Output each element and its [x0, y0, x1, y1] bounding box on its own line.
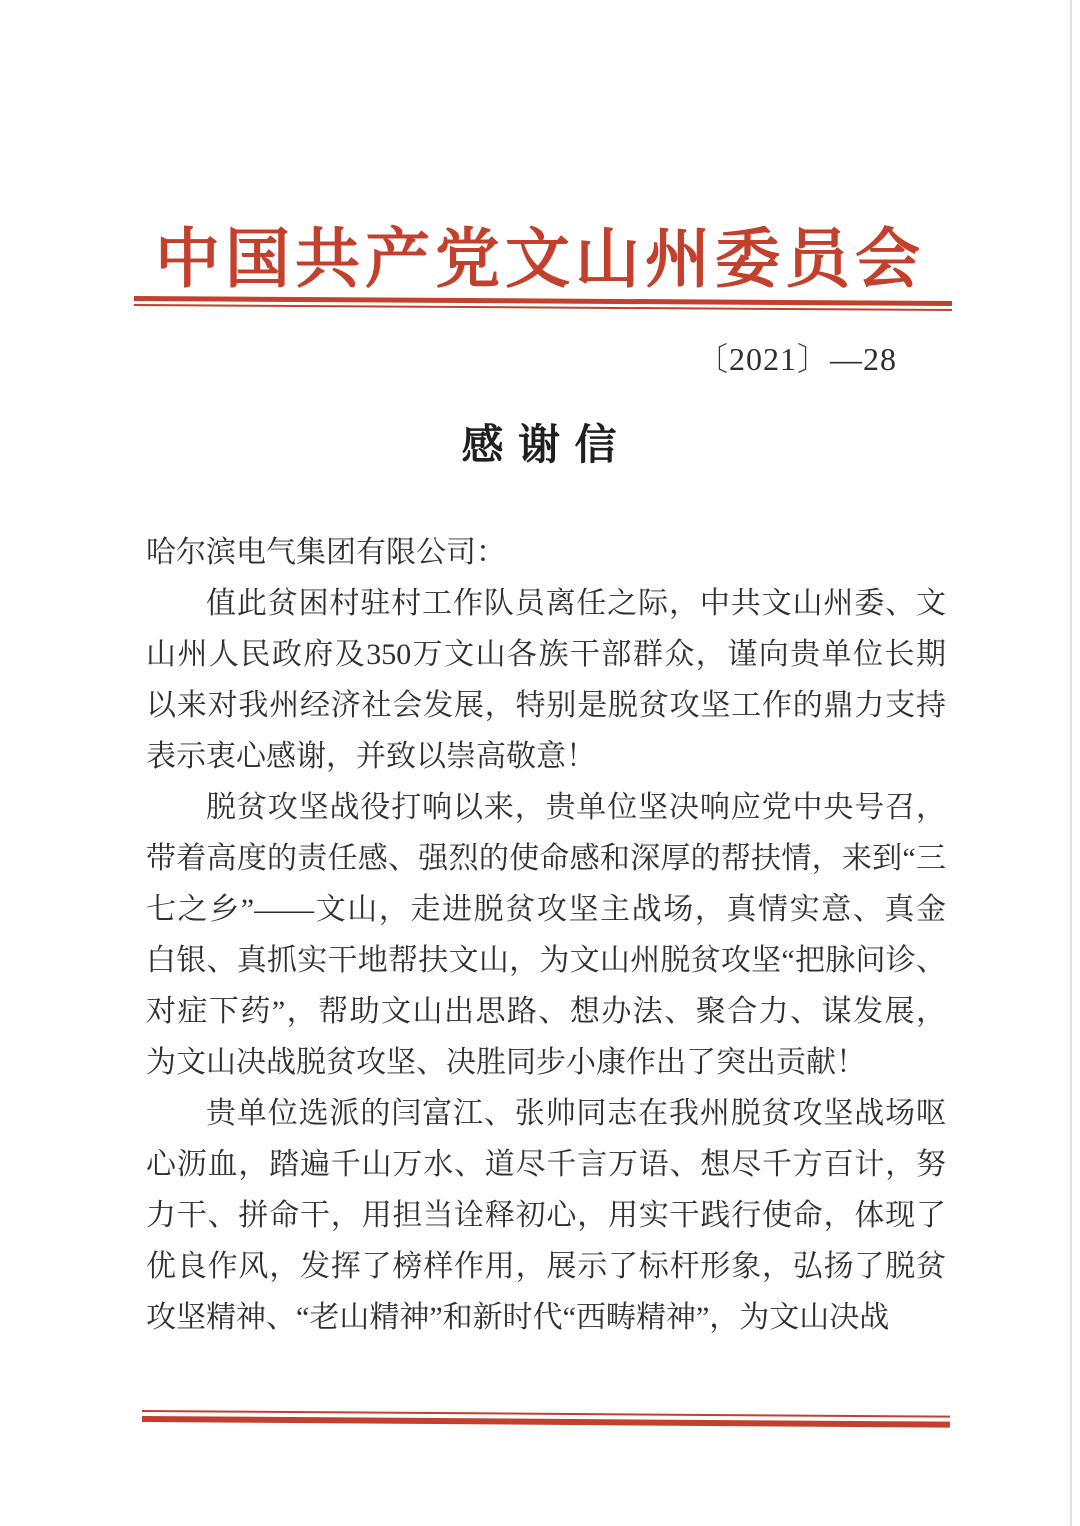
body-line: 以来对我州经济社会发展，特别是脱贫攻坚工作的鼎力支持	[146, 689, 946, 722]
body-line: 心沥血，踏遍千山万水、道尽千言万语、想尽千方百计，努	[146, 1148, 946, 1181]
body-line: 白银、真抓实干地帮扶文山，为文山州脱贫攻坚“把脉问诊、	[146, 944, 946, 977]
body-line: 力干、拼命干，用担当诠释初心，用实干践行使命，体现了	[146, 1199, 946, 1232]
body-line: 对症下药”，帮助文山出思路、想办法、聚合力、谋发展，	[146, 995, 946, 1028]
body-line: 值此贫困村驻村工作队员离任之际，中共文山州委、文	[206, 587, 946, 620]
body-line: 攻坚精神、“老山精神”和新时代“西畴精神”，为文山决战	[146, 1301, 890, 1334]
body-line: 带着高度的责任感、强烈的使命感和深厚的帮扶情，来到“三	[146, 842, 946, 875]
body-line: 七之乡”——文山，走进脱贫攻坚主战场，真情实意、真金	[146, 893, 946, 926]
footer-rule	[142, 1410, 950, 1428]
letter-title: 感 谢 信	[461, 423, 619, 469]
salutation: 哈尔滨电气集团有限公司：	[146, 536, 506, 569]
body-line: 优良作风，发挥了榜样作用，展示了标杆形象，弘扬了脱贫	[146, 1250, 946, 1283]
body-line: 脱贫攻坚战役打响以来，贵单位坚决响应党中央号召，	[206, 791, 946, 824]
footer-rule-thick-line	[142, 1416, 950, 1428]
body-line: 为文山决战脱贫攻坚、决胜同步小康作出了突出贡献！	[146, 1046, 866, 1079]
issuing-authority-letterhead: 中国共产党文山州委员会	[154, 224, 925, 296]
document-number: 〔2021〕—28	[695, 341, 897, 377]
body-paragraphs	[146, 578, 946, 1343]
letter-body	[146, 527, 946, 1343]
body-line: 表示衷心感谢，并致以崇高敬意！	[146, 740, 596, 773]
body-line: 贵单位选派的闫富江、张帅同志在我州脱贫攻坚战场呕	[206, 1097, 946, 1130]
body-line: 山州人民政府及350万文山各族干部群众，谨向贵单位长期	[146, 638, 946, 671]
